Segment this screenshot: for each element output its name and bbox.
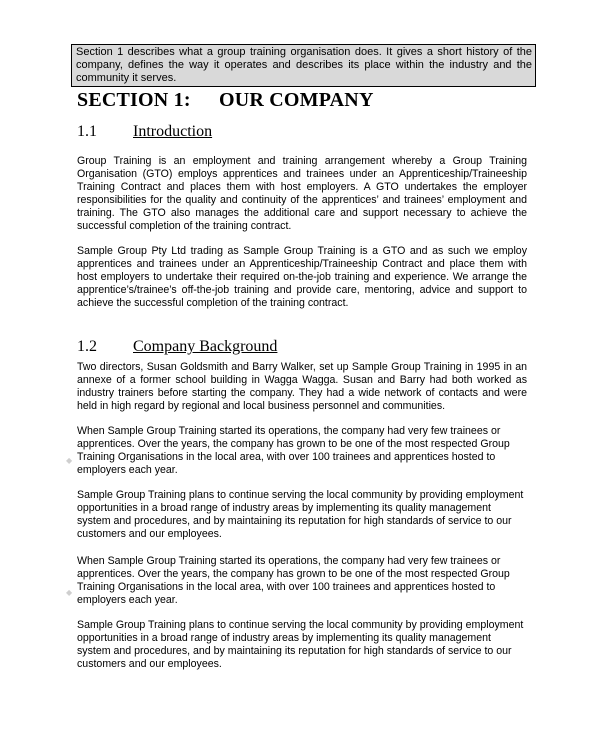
section-description-note: Section 1 describes what a group training organisation does. It gives a short history of the company, defines the way it operates and describes its place within the industry and the community it serves. bbox=[71, 44, 536, 87]
background-paragraph: Sample Group Training plans to continue serving the local community by providing employment opportunities in a broad range of industry areas by implementing its quality management system and procedures, and by maintaining its reputation for high standards of service to our customers and our employees. bbox=[77, 489, 524, 540]
subsection-title: Introduction bbox=[133, 123, 213, 140]
subsection-number: 1.2 bbox=[77, 338, 97, 355]
subsection-heading-company-background bbox=[77, 338, 277, 356]
background-paragraph: When Sample Group Training started its operations, the company had very few trainees or apprentices. Over the years, the company has grown to be one of the most respected Group Training Organisations in the local area, with over 100 trainees and apprentices hosted to employers each year. bbox=[77, 425, 510, 476]
section-heading bbox=[77, 89, 374, 112]
section-title: OUR COMPANY bbox=[219, 89, 374, 111]
section-number: SECTION 1: bbox=[77, 89, 191, 111]
anchor-marker-icon: ◆ bbox=[66, 588, 73, 597]
subsection-title: Company Background bbox=[133, 338, 278, 355]
background-paragraph: Two directors, Susan Goldsmith and Barry Walker, set up Sample Group Training in 1995 in an annexe of a former school building in Wagga Wagga. Susan and Barry had both worked as industry trainers before starting the company. They had a wide network of contacts and were held in high regard by regional and local business personnel and communities. bbox=[77, 361, 527, 412]
anchor-marker-icon: ◆ bbox=[66, 456, 73, 465]
background-paragraph: When Sample Group Training started its operations, the company had very few trainees or apprentices. Over the years, the company has grown to be one of the most respected Group Training Organisations in the local area, with over 100 trainees and apprentices hosted to employers each year. bbox=[77, 555, 510, 606]
intro-paragraph: Group Training is an employment and training arrangement whereby a Group Training Organisation (GTO) employs apprentices and trainees under an Apprenticeship/Traineeship Training Contract and places them with host employers. A GTO undertakes the employer responsibilities for the quality and continuity of the apprentices’ and trainees’ employment and training. The GTO also manages the additional care and support necessary to achieve the successful completion of the training contract. bbox=[77, 155, 527, 232]
subsection-heading-introduction bbox=[77, 123, 212, 141]
intro-paragraph: Sample Group Pty Ltd trading as Sample Group Training is a GTO and as such we employ apprentices and trainees under an Apprenticeship/Traineeship Contract and place them with host employers to undertake their required on-the-job training and experience. We arrange the apprentice’s/trainee’s off-the-job training and provide care, mentoring, advice and support to achieve the successful completion of the training contract. bbox=[77, 245, 527, 309]
background-paragraph: Sample Group Training plans to continue serving the local community by providing employment opportunities in a broad range of industry areas by implementing its quality management system and procedures, and by maintaining its reputation for high standards of service to our customers and our employees. bbox=[77, 619, 524, 670]
subsection-number: 1.1 bbox=[77, 123, 97, 140]
